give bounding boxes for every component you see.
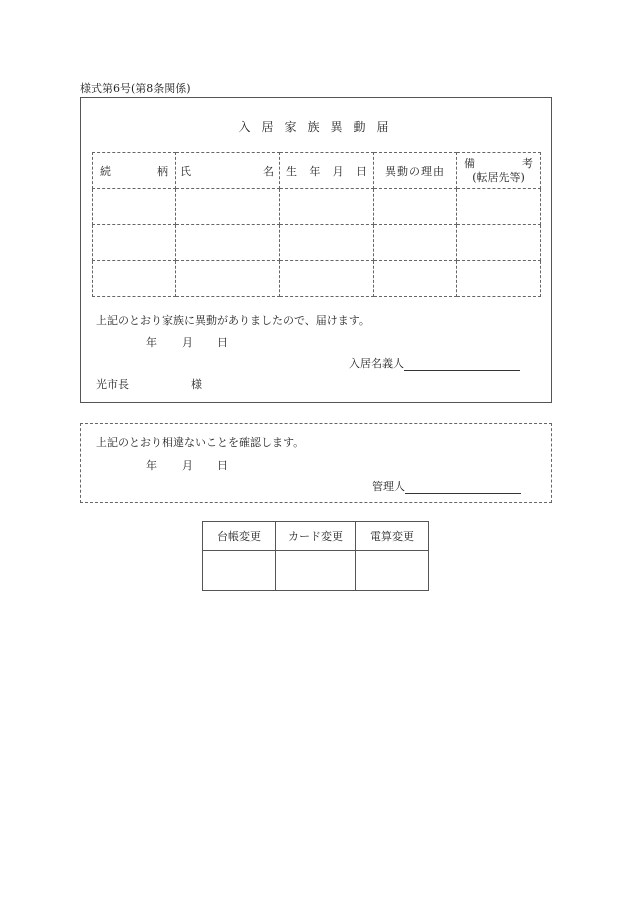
office-stamp-card[interactable] bbox=[276, 551, 356, 591]
cell-remarks[interactable] bbox=[457, 189, 541, 225]
cell-date-of-birth[interactable] bbox=[280, 261, 374, 297]
cell-reason[interactable] bbox=[374, 261, 457, 297]
header-remarks-char-1: 備 bbox=[464, 156, 475, 170]
table-row bbox=[93, 225, 541, 261]
office-use-table bbox=[202, 521, 429, 591]
table-row bbox=[93, 189, 541, 225]
office-header-row bbox=[203, 522, 429, 551]
tenant-signature bbox=[349, 355, 520, 371]
cell-remarks[interactable] bbox=[457, 225, 541, 261]
header-dob-char-1: 生 bbox=[286, 164, 297, 178]
cell-remarks[interactable] bbox=[457, 261, 541, 297]
cell-relationship[interactable] bbox=[93, 225, 176, 261]
cell-name[interactable] bbox=[176, 261, 280, 297]
addressee-suffix: 様 bbox=[191, 378, 202, 391]
office-stamp-ledger[interactable] bbox=[203, 551, 276, 591]
cell-reason[interactable] bbox=[374, 189, 457, 225]
cell-name[interactable] bbox=[176, 189, 280, 225]
confirm-day-label: 日 bbox=[217, 459, 228, 472]
cell-relationship[interactable] bbox=[93, 189, 176, 225]
manager-signature-line[interactable] bbox=[405, 481, 521, 494]
tenant-signature-line[interactable] bbox=[404, 358, 520, 371]
date-year-label: 年 bbox=[146, 336, 157, 349]
confirm-month-label: 月 bbox=[182, 459, 193, 472]
header-remarks-sub: (転居先等) bbox=[472, 170, 525, 184]
table-header-row bbox=[93, 153, 541, 189]
cell-name[interactable] bbox=[176, 225, 280, 261]
form-number: 様式第6号(第8条関係) bbox=[80, 82, 191, 95]
header-name-char-2: 名 bbox=[263, 164, 274, 178]
cell-relationship[interactable] bbox=[93, 261, 176, 297]
date-day-label: 日 bbox=[217, 336, 228, 349]
notification-form bbox=[80, 97, 552, 403]
office-header-card: カード変更 bbox=[276, 522, 356, 551]
header-reason bbox=[374, 153, 457, 189]
office-stamp-computer[interactable] bbox=[356, 551, 429, 591]
confirmation-statement: 上記のとおり相違ないことを確認します。 bbox=[96, 436, 305, 449]
addressee-name: 光市長 bbox=[96, 378, 129, 391]
form-title: 入居家族異動届 bbox=[238, 120, 400, 134]
header-dob-char-4: 日 bbox=[355, 164, 367, 178]
header-name-char-1: 氏 bbox=[180, 164, 191, 178]
cell-reason[interactable] bbox=[374, 225, 457, 261]
notification-statement: 上記のとおり家族に異動がありましたので、届けます。 bbox=[96, 314, 370, 327]
office-header-computer: 電算変更 bbox=[356, 522, 429, 551]
manager-signature bbox=[372, 478, 521, 494]
header-date-of-birth bbox=[280, 153, 374, 189]
date-month-label: 月 bbox=[182, 336, 193, 349]
header-name bbox=[176, 153, 280, 189]
header-dob-char-3: 月 bbox=[332, 164, 344, 178]
tenant-label: 入居名義人 bbox=[349, 357, 404, 370]
header-relationship-char-1: 続 bbox=[100, 164, 111, 178]
confirmation-box bbox=[80, 423, 552, 503]
header-relationship-char-2: 柄 bbox=[157, 164, 168, 178]
cell-date-of-birth[interactable] bbox=[280, 189, 374, 225]
header-remarks-char-2: 考 bbox=[522, 156, 533, 170]
header-relationship bbox=[93, 153, 176, 189]
family-change-table bbox=[92, 152, 541, 297]
table-row bbox=[93, 261, 541, 297]
cell-date-of-birth[interactable] bbox=[280, 225, 374, 261]
manager-label: 管理人 bbox=[372, 480, 405, 493]
header-remarks bbox=[457, 153, 541, 189]
header-dob-char-2: 年 bbox=[309, 164, 321, 178]
confirm-year-label: 年 bbox=[146, 459, 157, 472]
header-reason-label: 異動の理由 bbox=[385, 164, 445, 178]
office-header-ledger: 台帳変更 bbox=[203, 522, 276, 551]
office-stamp-row bbox=[203, 551, 429, 591]
